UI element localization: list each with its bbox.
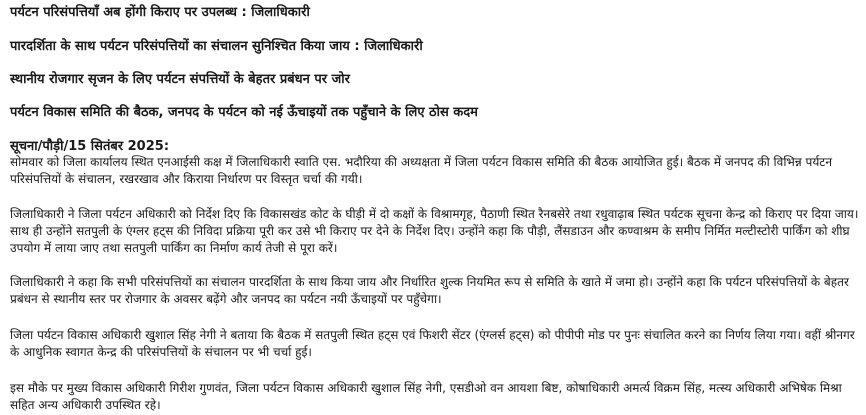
headline-1: पर्यटन परिसंपत्तियाँ अब होंगी किराए पर उपलब्ध : जिलाधिकारी bbox=[10, 5, 310, 20]
dateline: सूचना/पौड़ी/15 सितंबर 2025: bbox=[10, 139, 170, 154]
headline-3: स्थानीय रोजगार सृजन के लिए पर्यटन संपत्तियों के बेहतर प्रबंधन पर जोर bbox=[10, 72, 350, 87]
paragraph-attendees: इस मौके पर मुख्य विकास अधिकारी गिरीश गुणवंत, जिला पर्यटन विकास अधिकारी खुशाल सिंह नेगी, एसडीओ वन आयशा बिष्ट, कोषाधिकारी अमर्त्य विक्रम सिंह, मत्स्य अधिकारी अभिषेक मिश्रा सहित अन्य अधिकारी उपस्थित रहे। bbox=[10, 381, 842, 412]
headline-4: पर्यटन विकास समिति की बैठक, जनपद के पर्यटन को नई ऊँचाइयों तक पहुँचाने के लिए ठोस कदम bbox=[10, 105, 478, 120]
paragraph-ppp-mode: जिला पर्यटन विकास अधिकारी खुशाल सिंह नेगी ने बताया कि बैठक में सतपुली स्थित हट्स एवं फिशरी सेंटर (एंग्लर्स हट्स) को पीपीपी मोड पर पुनः संचालित करने का निर्णय लिया गया। वहीं श्रीनगर के आधुनिक स्वागत केन्द्र की परिसंपत्तियों के संचालन पर भी चर्चा हुई। bbox=[10, 328, 855, 359]
paragraph-transparency: जिलाधिकारी ने कहा कि सभी परिसंपत्तियों का संचालन पारदर्शिता के साथ किया जाय और निर्धारित शुल्क नियमित रूप से समिति के खाते में जमा हो। उन्होंने कहा कि पर्यटन परिसंपत्तियों के बेहतर प्रबंधन से स्थानीय स्तर पर रोजगार के अवसर बढ़ेंगे और जनपद का पर्यटन नयी ऊँचाइयों पर पहुँचेगा। bbox=[10, 275, 849, 306]
headline-2: पारदर्शिता के साथ पर्यटन परिसंपत्तियों का संचालन सुनिश्चित किया जाय : जिलाधिकारी bbox=[10, 39, 423, 54]
paragraph-directions: जिलाधिकारी ने जिला पर्यटन अधिकारी को निर्देश दिए कि विकासखंड कोट के घीड़ी में दो कक्षों के विश्रामगृह, पैठाणी स्थित रैनबसेरे तथा रधुवाढ़ाब स्थित पर्यटक सूचना केन्द्र को किराए पर दिया जाय। साथ ही उन्होंने सतपुली के एंग्लर हट्स की निविदा प्रक्रिया पूरी कर उसे भी किराए पर देने के निर्देश दिए। उन्होंने कहा कि पौड़ी, लैंसडाउन और कण्वाश्रम के समीप निर्मित मल्टीस्टोरी पार्किंग को शीघ्र उपयोग में लाया जाए तथा सतपुली पार्किंग का निर्माण कार्य तेजी से पूरा करें। bbox=[10, 207, 859, 255]
paragraph-meeting: सोमवार को जिला कार्यालय स्थित एनआईसी कक्ष में जिलाधिकारी स्वाति एस. भदौरिया की अध्यक्षता में जिला पर्यटन विकास समिति की बैठक आयोजित हुई। बैठक में जनपद की विभिन्न पर्यटन परिसंपत्तियों के संचालन, रखरखाव और किराया निर्धारण पर विस्तृत चर्चा की गयी। bbox=[10, 155, 833, 186]
